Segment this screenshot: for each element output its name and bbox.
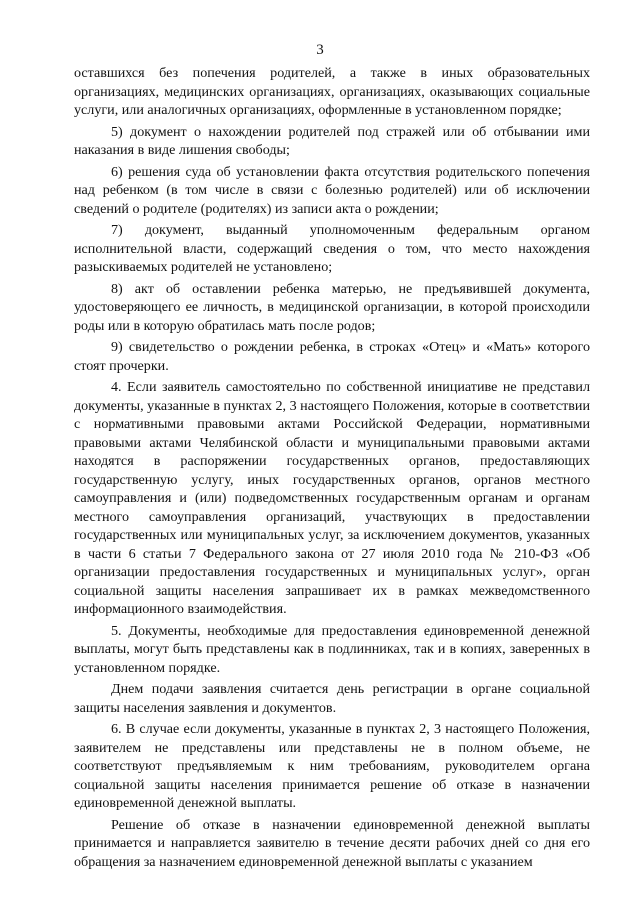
clause-5-note: Днем подачи заявления считается день регистрации в органе социальной защиты населения заявления и документов. <box>74 681 590 716</box>
clause-5: 5. Документы, необходимые для предоставления единовременной денежной выплаты, могут быть представлены как в подлинниках, так и в копиях, заверенных в установленном порядке. <box>74 622 590 676</box>
list-item-7: 7) документ, выданный уполномоченным федеральным органом исполнительной власти, содержащий сведения о том, что место нахождения разыскиваемых родителей не установлено; <box>74 222 590 275</box>
list-item-9: 9) свидетельство о рождении ребенка, в строках «Отец» и «Мать» которого стоят прочерки. <box>74 339 590 374</box>
clause-6: 6. В случае если документы, указанные в пунктах 2, 3 настоящего Положения, заявителем не представлены или представлены не в полном объеме, не соответствуют предъявляемым к ним требованиям, руководителем органа социальной защиты населения принимается решение об отказе в назначении единовременной денежной выплаты. <box>74 721 590 811</box>
page-number: 3 <box>316 42 324 58</box>
list-item-5: 5) документ о нахождении родителей под стражей или об отбывании ими наказания в виде лишения свободы; <box>74 123 590 158</box>
list-item-6: 6) решения суда об установлении факта отсутствия родительского попечения над ребенком (в том числе в связи с болезнью родителей) или об исключении сведений о родителе (родителях) из записи акта о рождении; <box>74 163 590 217</box>
document-body <box>74 64 590 874</box>
clause-4: 4. Если заявитель самостоятельно по собственной инициативе не представил документы, указанные в пунктах 2, 3 настоящего Положения, которые в соответствии с нормативными правовыми актами Российской Федерации, нормативными правовыми актами Челябинской области и муниципальными правовыми актами находятся в распоряжении государственных органов, предоставляющих государственную услугу, иных государственных органов, органов местного самоуправления и (или) подведомственных государственным органам и органам местного самоуправления организаций, участвующих в предоставлении государственных или муниципальных услуг, за исключением документов, указанных в части 6 статьи 7 Федерального закона от 27 июля 2010 года № 210-ФЗ «Об организации предоставления государственных и муниципальных услуг», орган социальной защиты населения запрашивает их в рамках межведомственного информационного взаимодействия. <box>74 379 590 617</box>
paragraph-continuation: оставшихся без попечения родителей, а также в иных образовательных организациях, медицинских организациях, организациях, оказывающих социальные услуги, или аналогичных организациях, оформленные в установленном порядке; <box>74 65 590 118</box>
clause-6-refusal: Решение об отказе в назначении единовременной денежной выплаты принимается и направляется заявителю в течение десяти рабочих дней со дня его обращения за назначением единовременной денежной выплаты с указанием <box>74 816 590 870</box>
list-item-8: 8) акт об оставлении ребенка матерью, не предъявившей документа, удостоверяющего ее личность, в медицинской организации, в которой происходили роды или в которую обратилась мать после родов; <box>74 280 590 334</box>
